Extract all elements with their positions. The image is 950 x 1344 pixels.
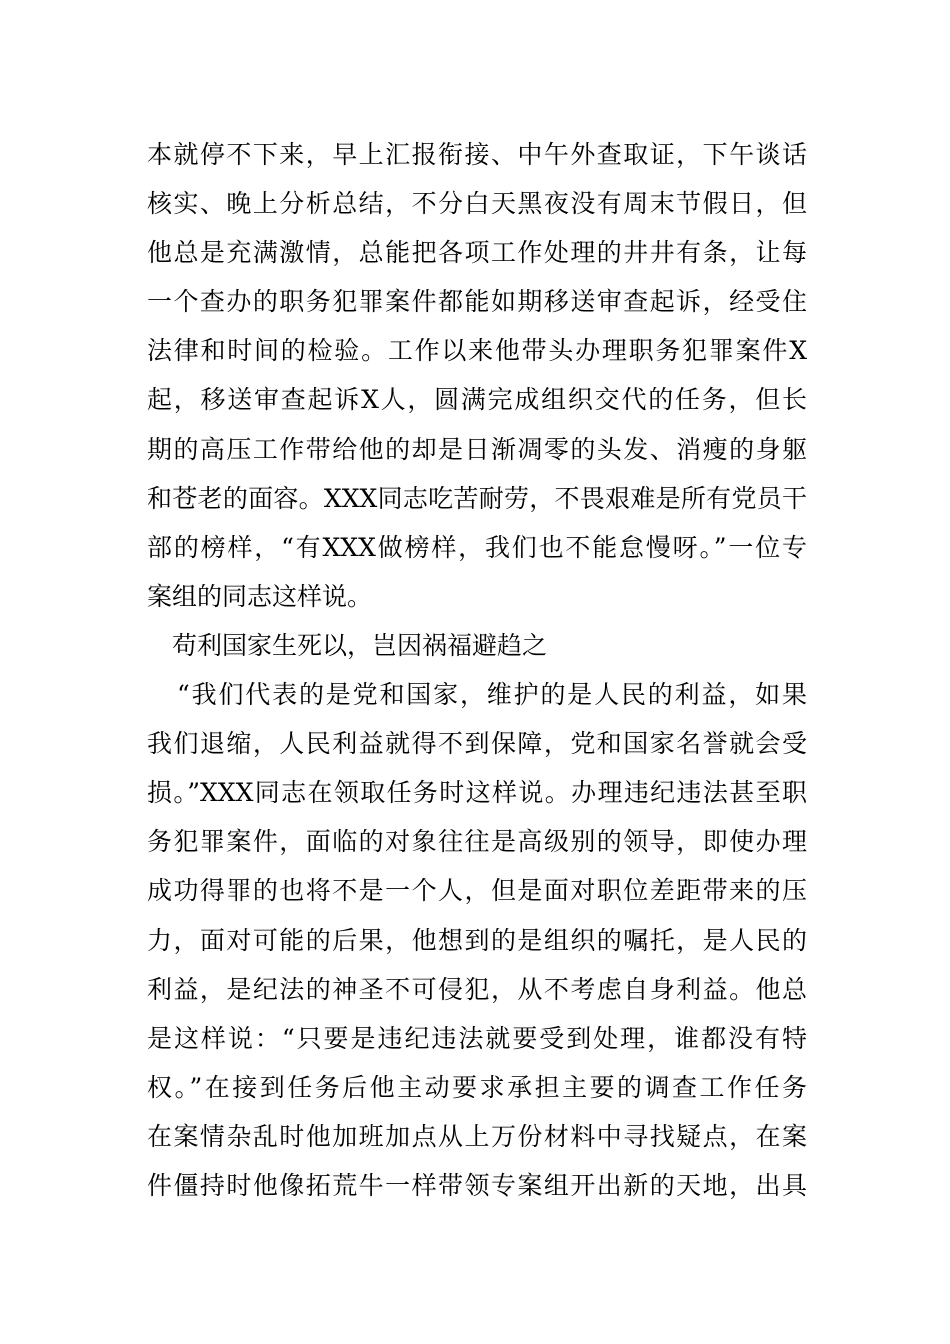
text-line: 件僵持时他像拓荒牛一样带领专案组开出新的天地，出具 [147,1170,807,1200]
text-line: 部的榜样，“有XXX做榜样，我们也不能怠慢呀。”一位专 [147,532,807,562]
text-line: 一个查办的职务犯罪案件都能如期移送审查起诉，经受住 [147,287,807,317]
text-line: 力，面对可能的后果，他想到的是组织的嘱托，是人民的 [147,925,807,955]
text-line: 他总是充满激情，总能把各项工作处理的井井有条，让每 [147,238,807,268]
text-line: 损。”XXX同志在领取任务时这样说。办理违纪违法甚至职 [147,778,807,808]
text-line: 是这样说：“只要是违纪违法就要受到处理，谁都没有特 [147,1023,807,1053]
text-line: 我们退缩，人民利益就得不到保障，党和国家名誉就会受 [147,729,807,759]
text-line: 法律和时间的检验。工作以来他带头办理职务犯罪案件X [147,336,807,366]
text-line: “我们代表的是党和国家，维护的是人民的利益，如果 [177,680,807,710]
text-line: 本就停不下来，早上汇报衔接、中午外查取证，下午谈话 [147,140,807,169]
text-line: 务犯罪案件，面临的对象往往是高级别的领导，即使办理 [147,827,807,857]
text-line: 起，移送审查起诉X人，圆满完成组织交代的任务，但长 [147,385,807,415]
text-line: 期的高压工作带给他的却是日渐凋零的头发、消瘦的身躯 [147,434,807,464]
section-heading: 苟利国家生死以，岂因祸福避趋之 [172,630,548,660]
text-line: 在案情杂乱时他加班加点从上万份材料中寻找疑点，在案 [147,1121,807,1151]
text-line: 成功得罪的也将不是一个人，但是面对职位差距带来的压 [147,876,807,906]
text-line: 利益，是纪法的神圣不可侵犯，从不考虑自身利益。他总 [147,974,807,1004]
body-text [147,130,807,1210]
text-line: 案组的同志这样说。 [147,581,373,611]
text-line: 权。”在接到任务后他主动要求承担主要的调查工作任务 [147,1072,807,1102]
text-line: 和苍老的面容。XXX同志吃苦耐劳，不畏艰难是所有党员干 [147,483,807,513]
text-line: 核实、晚上分析总结，不分白天黑夜没有周末节假日，但 [147,189,807,219]
